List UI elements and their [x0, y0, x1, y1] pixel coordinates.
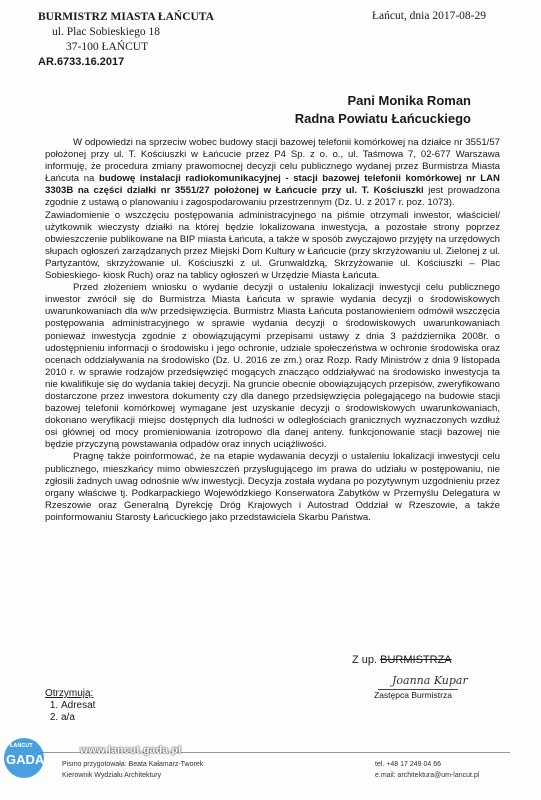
watermark-top: ŁAŃCUT: [10, 743, 33, 749]
paragraph-4: Pragnę także poinformować, że na etapie wydawania decyzji o ustaleniu lokalizacji inwestycji celu publicznego, mieszkańcy mimo obwieszczeń przysługującego im prawa do udziału w postępowaniu, nie zgłosili żadnych uwag odnośnie w/w inwestycji. Decyzja została wydana po pozytywnym uzgodnieniu przez organy właściwe tj. Podkarpackiego Wojewódzkiego Konserwatora Zabytków w Przemyślu Delegatura w Rzeszowie oraz Generalną Dyrekcję Dróg Krajowych i Autostrad Oddział w Rzeszowie, a także poinformowaniu Starosty Łańcuckiego jako przedstawiciela Skarbu Państwa.: [45, 451, 500, 523]
sender-postal: 37-100 ŁAŃCUT: [66, 41, 149, 53]
recipient-title: Radna Powiatu Łańcuckiego: [294, 111, 471, 126]
letter-date: Łańcut, dnia 2017-08-29: [372, 10, 487, 22]
footer-right: [375, 759, 479, 781]
recipient-block: [295, 92, 471, 128]
paragraph-1-text-c: jest prowadzona zgodnie z ustawą o planowaniu i zagospodarowaniu przestrzennym (Dz. U. z 2017 r. poz. 1073).: [45, 185, 501, 209]
footer-left: [62, 759, 203, 781]
case-number: AR.6733.16.2017: [38, 56, 125, 68]
sender-header: [38, 10, 214, 70]
signature-block: [352, 654, 492, 700]
sender-office: BURMISTRZ MIASTA ŁAŃCUTA: [38, 11, 214, 23]
list-item: 1. Adresat: [61, 700, 95, 712]
recipient-name: Pani Monika Roman: [347, 93, 471, 108]
watermark-logo: GADA: [6, 752, 45, 767]
signature-on-behalf: [352, 654, 492, 666]
recipients-title: Otrzymują:: [45, 688, 94, 699]
watermark-url: www.lancut.gada.pl: [80, 744, 182, 756]
paragraph-1: [45, 137, 500, 210]
footer-position: Kierownik Wydziału Architektury: [62, 772, 162, 779]
signature-struck: BURMISTRZA: [380, 654, 452, 666]
handwritten-signature: Joanna Kupar: [392, 674, 468, 687]
paragraph-1-bold: budowę instalacji radiokomunikacyjnej - stacji bazowej telefonii komórkowej nr LAN 3303B na części działki nr 3551/27 położonej w Łańcucie przy ul. T. Kościuszki: [45, 173, 500, 197]
signature-role: Zastępca Burmistrza: [374, 690, 452, 700]
paragraph-2: Zawiadomienie o wszczęciu postępowania administracyjnego na piśmie otrzymali inwestor, właściciel/ użytkownik wieczysty działki na której będzie lokalizowana inwestycja, a pozostałe strony poprzez obwieszczenie publikowane na BIP miasta Łańcuta, a także w sposób zwyczajowo przyjęty na urzędowych słupach ogłoszeń zarządzanych przez Miejski Dom Kultury w Łańcucie (przy skrzyżowaniu ul. Zielonej z ul. Partyzantów, skrzyżowanie ul. Kościuszki z ul. Grunwaldzką, Skrzyżowanie ul. Kościuszki – Plac Sobieskiego- kiosk Ruch) oraz na tablicy ogłoszeń w Urzędzie Miasta Łańcuta.: [45, 209, 500, 282]
footer-tel: tel. +48 17 249 04 66: [375, 761, 441, 768]
sender-street: ul. Plac Sobieskiego 18: [52, 26, 160, 38]
letter-body: [45, 137, 500, 524]
signature-zup: Z up.: [352, 654, 378, 666]
list-item: 2. a/a: [61, 712, 95, 724]
paragraph-3: Przed złożeniem wniosku o wydanie decyzji o ustaleniu lokalizacji inwestycji celu publicznego inwestor zwrócił się do Burmistrza Miasta Łańcuta w sprawie wydania decyzji o środowiskowych uwarunkowaniach dla w/w przedsięwzięcia. Burmistrz Miasta Łańcuta postanowieniem odmówił wszczęcia postępowania administracyjnego w sprawie wydania decyzji o środowiskowych uwarunkowaniach ponieważ inwestycja zgodnie z obowiązującymi przepisami ustawy z dnia 3 października 2008r. o udostępnieniu informacji o środowisku i jego ochronie, udziale społeczeństwa w ochronie środowiska oraz ocenach oddziaływania na środowisko (Dz. U. 2016 ze zm.) oraz Rozp. Rady Ministrów z dnia 9 listopada 2010 r. w sprawie rodzajów przedsięwzięć mogących znacząco oddziaływać na środowisko inwestycja ta nie kwalifikuje się do wydania takiej decyzji. Na gruncie obecnie obowiązujących przepisów, zweryfikowano dostarczone przez inwestora dokumenty czy dla danego przedsięwzięcia polegającego na budowie stacji bazowej telefonii komórkowej wymagane jest uzyskanie decyzji o środowiskowych uwarunkowaniach, dokonano weryfikacji miejsc dostępnych dla ludności w odległościach granicznych wyznaczonych wzdłuż osi głównej od mocy promieniowania izotropowo dla danej anteny. funkcjonowanie stacji bazowej nie będzie przyczyną powstawania odpadów oraz innych uciążliwości.: [45, 282, 500, 451]
recipients-list: [45, 688, 95, 724]
footer-prepared-by: Pismo przygotowała: Beata Kałamarz-Tworek: [62, 761, 204, 768]
paragraph-1-text-a: W odpowiedzi na sprzeciw wobec budowy stacji bazowej telefonii komórkowej na działce nr 3551/57 położonej przy ul. T. Kościuszki w Łańcucie przez P4 Sp. z o. o., ul. Taśmowa 7, 02-677 Warszawa informuję, że procedura zmiany prawomocnej decyzji celu publicznego wydanej przez Burmistrza Miasta Łańcuta na: [45, 137, 500, 185]
recipients-items: [45, 700, 95, 724]
footer-email: e.mail: architektura@um-lancut.pl: [375, 772, 480, 779]
